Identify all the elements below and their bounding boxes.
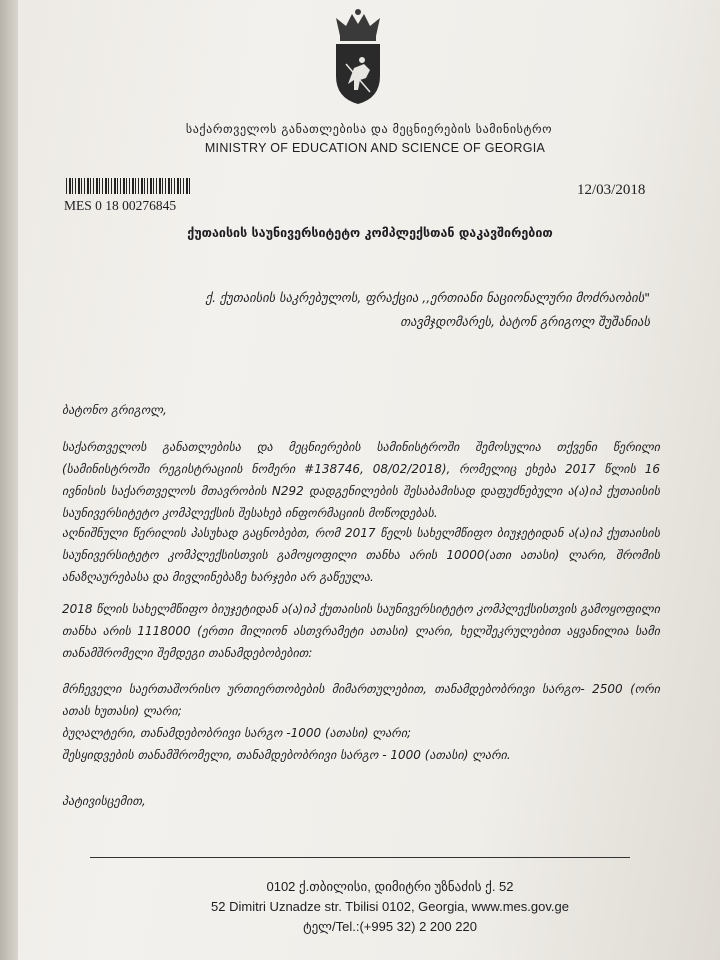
footer-address-georgian: 0102 ქ.თბილისი, დიმიტრი უზნაძის ქ. 52	[266, 879, 514, 894]
recipient-block	[206, 286, 650, 334]
positions-list	[62, 678, 660, 766]
letter-subject: ქუთაისის საუნივერსიტეტო კომპლექსთან დაკავშირებით	[187, 225, 553, 240]
footer-divider	[90, 857, 630, 858]
position-item: შესყიდვების თანამშრომელი, თანამდებობრივი სარგო - 1000 (ათასი) ლარი.	[62, 748, 511, 762]
footer-phone: ტელ/Tel.:(+995 32) 2 200 220	[303, 919, 477, 934]
recipient-line: თავმჯდომარეს, ბატონ გრიგოლ შუშანიას	[400, 314, 650, 329]
position-item: ბუღალტერი, თანამდებობრივი სარგო -1000 (ათასი) ლარი;	[62, 726, 412, 740]
letter-paragraph: 2018 წლის სახელმწიფო ბიუჯეტიდან ა(ა)იპ ქუთაისის საუნივერსიტეტო კომპლექსისთვის გამოყოფილი თანხა არის 1118000 (ერთი მილიონ ასთვრამეტი ათასი) ლარი, ხელშეკრულებით აყვანილია სამი თანამშრომელი შემდეგი თანამდებობებით:	[62, 602, 660, 660]
registration-number: MES 0 18 00276845	[64, 198, 177, 213]
letter-date: 12/03/2018	[577, 182, 646, 198]
closing: პატივისცემით,	[62, 794, 146, 808]
position-item: მრჩეველი საერთაშორისო ურთიერთობების მიმართულებით, თანამდებობრივი სარგო- 2500 (ორი ათას ხუთასი) ლარი;	[62, 682, 660, 718]
footer-address-english: 52 Dimitri Uznadze str. Tbilisi 0102, Georgia, www.mes.gov.ge	[211, 899, 569, 914]
barcode	[66, 178, 190, 194]
letter-paragraph: აღნიშნული წერილის პასუხად გაცნობებთ, რომ 2017 წელს სახელმწიფო ბიუჯეტიდან ა(ა)იპ ქუთაისის საუნივერსიტეტო კომპლექსისთვის გამოყოფილი თანხა არის 10000(ათი ათასი) ლარი, შრომის ანაზღაურებასა და მივლინებაზე ხარჯები არ გაწეულა.	[62, 526, 660, 584]
ministry-name-english: MINISTRY OF EDUCATION AND SCIENCE OF GEORGIA	[204, 141, 546, 155]
georgia-coat-of-arms-icon	[318, 6, 398, 106]
letter-paragraph: საქართველოს განათლებისა და მეცნიერების სამინისტროში შემოსულია თქვენი წერილი (სამინისტროში რეგისტრაციის ნომერი #138746, 08/02/2018), რომელიც ეხება 2017 წლის 16 ივნისის საქართველოს მთავრობის N292 დადგენილების შესაბამისად დაფუძნებული ა(ა)იპ ქუთაისის საუნივერსიტეტო კომპლექსის შესახებ ინფორმაციის მოწოდებას.	[62, 440, 660, 520]
recipient-line: ქ. ქუთაისის საკრებულოს, ფრაქცია ,,ერთიანი ნაციონალური მოძრაობის"	[205, 290, 650, 305]
salutation: ბატონო გრიგოლ,	[62, 403, 167, 417]
ministry-name-georgian: საქართველოს განათლებისა და მეცნიერების სამინისტრო	[185, 122, 553, 136]
